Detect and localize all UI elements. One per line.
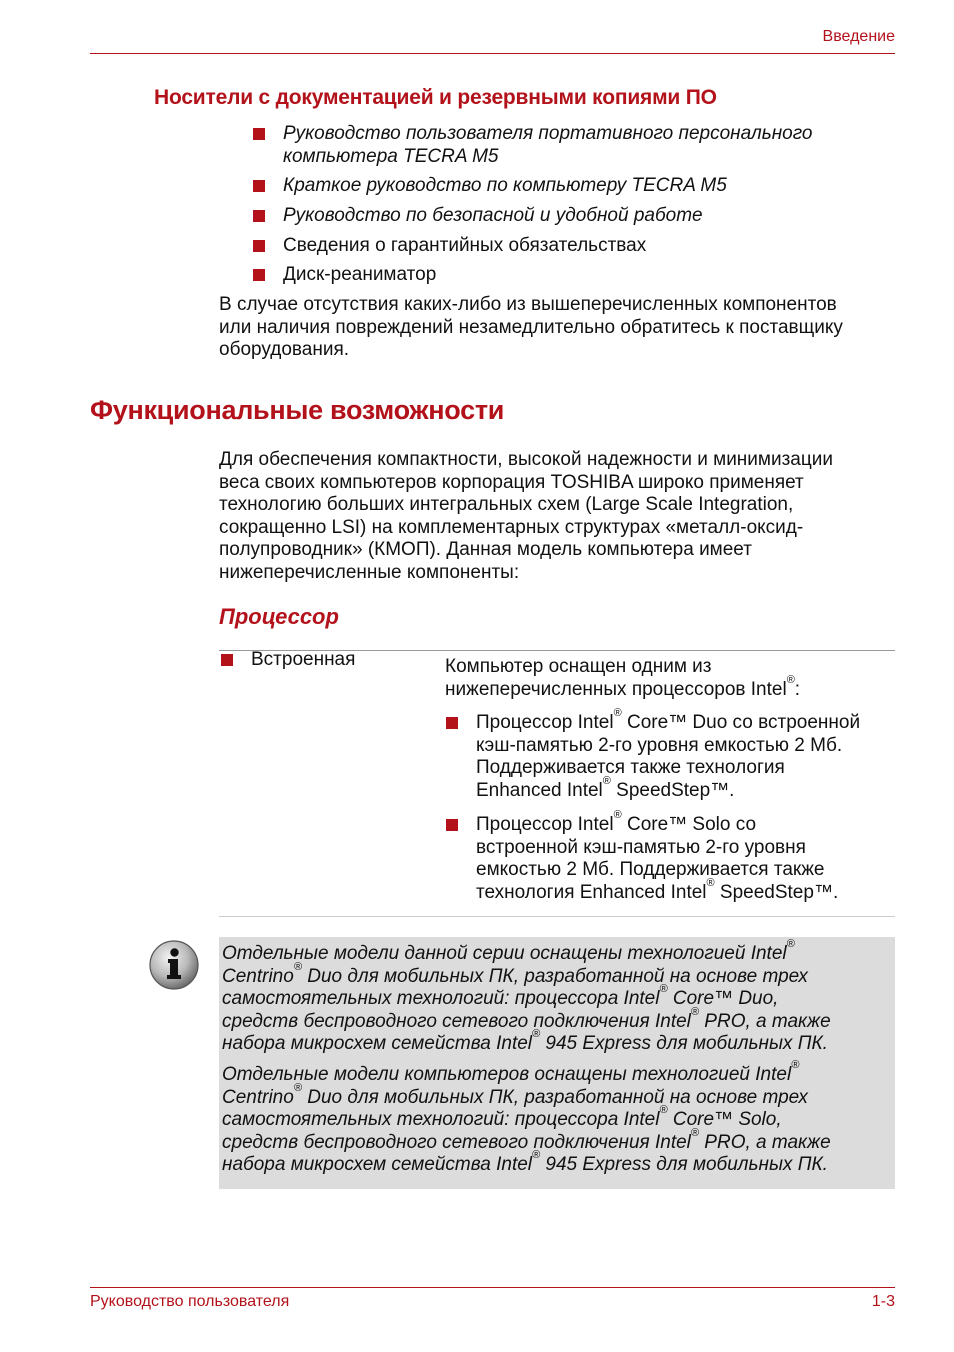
processor-description: Компьютер оснащен одним из нижеперечисленных процессоров Intel®: xyxy=(445,656,801,700)
bullet-icon xyxy=(221,654,233,666)
media-paragraph: В случае отсутствия каких-либо из вышеперечисленных компонентов или наличия повреждений незамедлительно обратитесь к поставщику оборудования. xyxy=(219,294,843,361)
bullet-icon xyxy=(446,717,458,729)
table-row-label: Встроенная xyxy=(251,649,356,670)
info-icon xyxy=(148,939,200,991)
list-item: Сведения о гарантийных обязательствах xyxy=(283,235,647,256)
features-heading: Функциональные возможности xyxy=(90,395,505,425)
list-item: Диск-реаниматор xyxy=(283,264,437,285)
processor-heading: Процессор xyxy=(219,604,339,629)
note-paragraph: Отдельные модели компьютеров оснащены технологией Intel® Centrino® Duo для мобильных ПК, разработанной на основе трех самостоятельных технологий: процессора Intel® Core™ Solo, средств беспроводного сетевого подключения Intel® PRO, а также набора микросхем семейства Intel® 945 Express для мобильных ПК. xyxy=(222,1059,831,1175)
bullet-icon xyxy=(253,180,265,192)
list-item: Руководство по безопасной и удобной работе xyxy=(283,205,703,226)
page-number: 1-3 xyxy=(871,1293,895,1310)
header-rule xyxy=(90,53,895,54)
running-header: Введение xyxy=(822,28,895,45)
bullet-icon xyxy=(253,210,265,222)
features-intro: Для обеспечения компактности, высокой надежности и минимизации веса своих компьютеров корпорация TOSHIBA широко применяет технологию больших интегральных схем (Large Scale Integration, сокращенно LSI) на комплементарных структурах «металл-оксид- полупроводник» (КМОП). Данная модель компьютера имеет нижеперечисленные компоненты: xyxy=(219,449,833,583)
media-heading: Носители с документацией и резервными копиями ПО xyxy=(154,86,717,109)
footer-rule xyxy=(90,1287,895,1288)
list-item: Краткое руководство по компьютеру TECRA M5 xyxy=(283,175,727,196)
list-item: Руководство пользователя портативного персонального компьютера TECRA M5 xyxy=(283,123,813,167)
bullet-icon xyxy=(253,240,265,252)
table-bottom-rule xyxy=(219,916,895,917)
note-paragraph: Отдельные модели данной серии оснащены технологией Intel® Centrino® Duo для мобильных ПК, разработанной на основе трех самостоятельных технологий: процессора Intel® Core™ Duo, средств беспроводного сетевого подключения Intel® PRO, а также набора микросхем семейства Intel® 945 Express для мобильных ПК. xyxy=(222,938,831,1054)
footer-title: Руководство пользователя xyxy=(90,1293,290,1310)
processor-item: Процессор Intel® Core™ Duo со встроенной кэш-памятью 2-го уровня емкостью 2 Мб. Поддерживается также технология Enhanced Intel® SpeedStep™. xyxy=(476,707,861,801)
bullet-icon xyxy=(253,269,265,281)
processor-item: Процессор Intel® Core™ Solo со встроенной кэш-памятью 2-го уровня емкостью 2 Мб. Поддерживается также технология Enhanced Intel® SpeedStep™. xyxy=(476,809,839,903)
bullet-icon xyxy=(446,819,458,831)
bullet-icon xyxy=(253,128,265,140)
